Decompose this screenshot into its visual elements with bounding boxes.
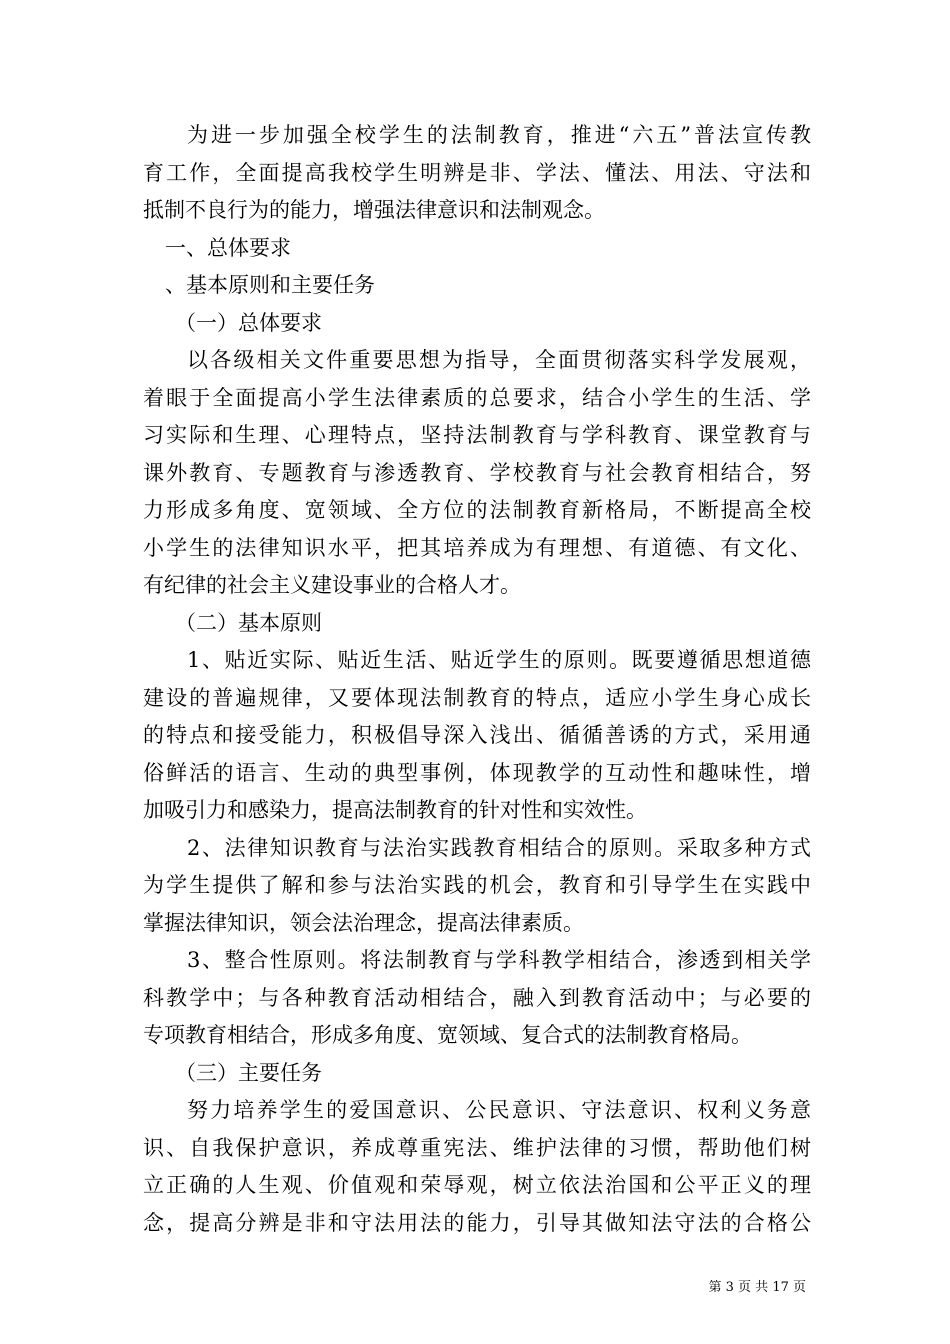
paragraph-line: 有纪律的社会主义建设事业的合格人才。 [143, 573, 521, 597]
paragraph-line: 俗鲜活的语言、生动的典型事例，体现教学的互动性和趣味性，增 [143, 760, 811, 785]
intro-line: 抵制不良行为的能力，增强法律意识和法制观念。 [143, 198, 605, 222]
paragraph-line: 3、整合性原则。将法制教育与学科教学相结合，渗透到相关学 [187, 948, 811, 972]
document-body [143, 117, 811, 1242]
paragraph-line: 习实际和生理、心理特点，坚持法制教育与学科教育、课堂教育与 [143, 423, 811, 447]
page-number: 第 3 页 共 17 页 [708, 1280, 806, 1295]
paragraph-line: 为学生提供了解和参与法治实践的机会，教育和引导学生在实践中 [143, 873, 811, 897]
subsection-heading: （三）主要任务 [175, 1060, 322, 1085]
section-heading: 、基本原则和主要任务 [165, 273, 375, 297]
paragraph-line: 以各级相关文件重要思想为指导，全面贯彻落实科学发展观， [187, 348, 811, 372]
paragraph-line: 力形成多角度、宽领域、全方位的法制教育新格局，不断提高全校 [143, 498, 811, 522]
paragraph-line: 专项教育相结合，形成多角度、宽领域、复合式的法制教育格局。 [143, 1023, 752, 1047]
paragraph-line: 努力培养学生的爱国意识、公民意识、守法意识、权利义务意 [187, 1098, 811, 1122]
paragraph-line: 着眼于全面提高小学生法律素质的总要求，结合小学生的生活、学 [143, 385, 811, 410]
subsection-heading: （二）基本原则 [175, 610, 322, 635]
paragraph-line: 加吸引力和感染力，提高法制教育的针对性和实效性。 [143, 798, 647, 822]
paragraph-line: 掌握法律知识，领会法治理念，提高法律素质。 [143, 910, 584, 935]
paragraph-line: 立正确的人生观、价值观和荣辱观，树立依法治国和公平正义的理 [143, 1173, 811, 1197]
paragraph-line: 的特点和接受能力，积极倡导深入浅出、循循善诱的方式，采用通 [143, 723, 811, 747]
paragraph-line: 1、贴近实际、贴近生活、贴近学生的原则。既要遵循思想道德 [187, 648, 811, 672]
paragraph-line: 识、自我保护意识，养成尊重宪法、维护法律的习惯，帮助他们树 [143, 1135, 811, 1160]
section-heading: 一、总体要求 [165, 235, 291, 260]
paragraph-line: 科教学中；与各种教育活动相结合，融入到教育活动中；与必要的 [143, 985, 811, 1010]
paragraph-line: 2、法律知识教育与法治实践教育相结合的原则。采取多种方式 [187, 835, 811, 860]
subsection-heading: （一）总体要求 [175, 310, 322, 335]
paragraph-line: 课外教育、专题教育与渗透教育、学校教育与社会教育相结合，努 [143, 460, 811, 485]
paragraph-line: 建设的普遍规律，又要体现法制教育的特点，适应小学生身心成长 [143, 685, 811, 710]
paragraph-line: 小学生的法律知识水平，把其培养成为有理想、有道德、有文化、 [143, 535, 811, 560]
intro-line: 为进一步加强全校学生的法制教育，推进“六五”普法宣传教 [187, 123, 811, 147]
paragraph-line: 念，提高分辨是非和守法用法的能力，引导其做知法守法的合格公 [143, 1210, 811, 1235]
intro-line: 育工作，全面提高我校学生明辨是非、学法、懂法、用法、守法和 [143, 160, 811, 185]
